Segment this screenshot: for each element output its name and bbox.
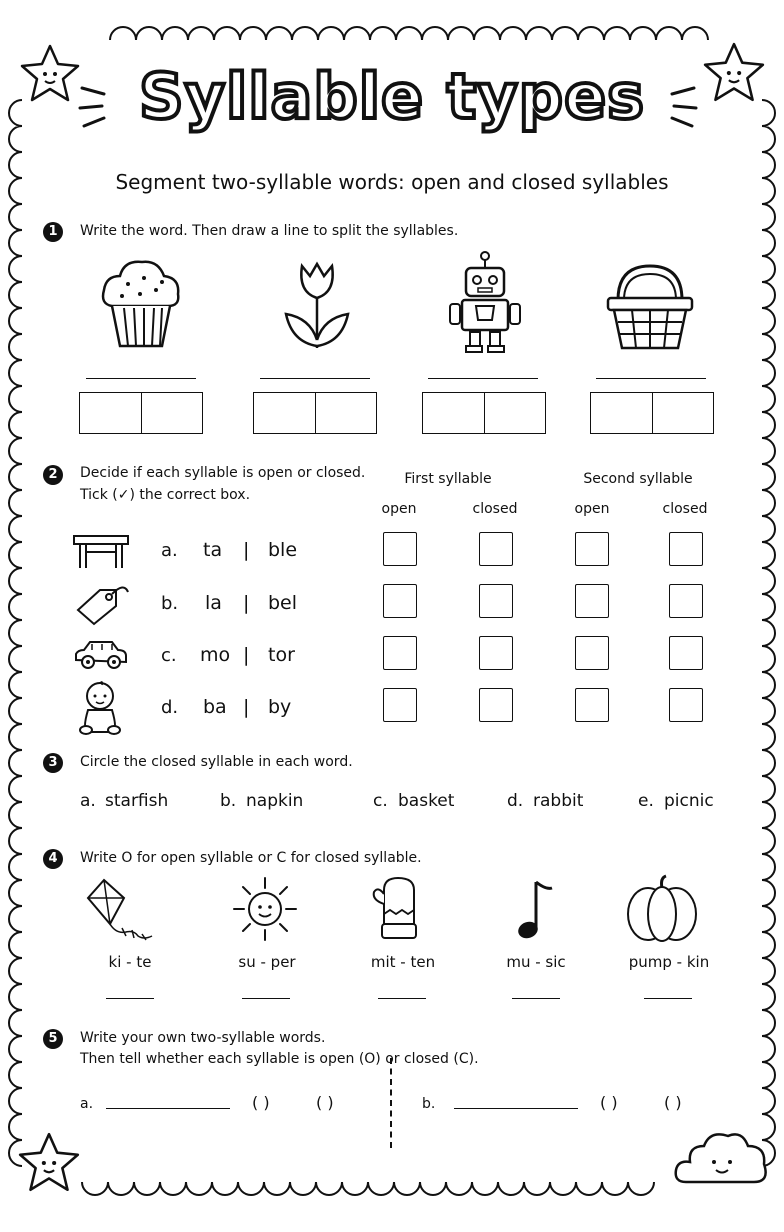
syllable-1: mo: [200, 644, 231, 666]
syllable-word: mu - sic: [506, 953, 566, 971]
answer-checkbox[interactable]: [383, 584, 417, 618]
answer-parens[interactable]: ( ): [600, 1093, 618, 1112]
syllable-word: pump - kin: [628, 953, 710, 971]
answer-line[interactable]: [454, 1108, 578, 1109]
answer-line[interactable]: [428, 378, 538, 379]
section5-instruction: Write your own two-syllable words.: [80, 1030, 326, 1046]
star-icon: [14, 1130, 84, 1196]
word-letter: c.: [373, 791, 388, 811]
kite-icon: [82, 876, 156, 946]
syllable-word: ki - te: [108, 953, 152, 971]
answer-checkbox[interactable]: [575, 636, 609, 670]
answer-line[interactable]: [378, 998, 426, 999]
car-icon: [72, 638, 130, 672]
syllable-1: ta: [203, 539, 223, 561]
answer-checkbox[interactable]: [669, 584, 703, 618]
closed-label: closed: [662, 501, 708, 517]
syllable-2: by: [268, 696, 292, 718]
open-label: open: [574, 501, 610, 517]
section-number: 5: [43, 1029, 63, 1049]
section-number: 4: [43, 849, 63, 869]
answer-checkbox[interactable]: [479, 688, 513, 722]
open-label: open: [381, 501, 417, 517]
section5-instruction: Then tell whether each syllable is open (O) or closed (C).: [80, 1051, 479, 1067]
second-syllable-header: Second syllable: [583, 471, 693, 487]
row-letter: d.: [161, 697, 179, 718]
item-letter: b.: [422, 1096, 436, 1112]
answer-checkbox[interactable]: [575, 584, 609, 618]
section4-instruction: Write O for open syllable or C for closed syllable.: [80, 850, 422, 866]
word-letter: a.: [80, 791, 96, 811]
section-number: 3: [43, 753, 63, 773]
word[interactable]: starfish: [105, 791, 169, 811]
answer-checkbox[interactable]: [669, 532, 703, 566]
syllable-separator: |: [243, 696, 250, 718]
answer-line[interactable]: [106, 1108, 230, 1109]
syllable-boxes[interactable]: [590, 392, 714, 434]
syllable-boxes[interactable]: [422, 392, 546, 434]
answer-checkbox[interactable]: [479, 636, 513, 670]
answer-line[interactable]: [512, 998, 560, 999]
answer-checkbox[interactable]: [479, 532, 513, 566]
page-title: Syllable types: [138, 60, 646, 133]
music-note-icon: [510, 876, 560, 946]
syllable-boxes[interactable]: [253, 392, 377, 434]
robot-icon: [448, 250, 522, 354]
row-letter: b.: [161, 593, 179, 614]
answer-checkbox[interactable]: [669, 636, 703, 670]
answer-parens[interactable]: ( ): [664, 1093, 682, 1112]
syllable-2: ble: [268, 539, 298, 561]
word-letter: e.: [638, 791, 654, 811]
answer-parens[interactable]: ( ): [316, 1093, 334, 1112]
answer-line[interactable]: [106, 998, 154, 999]
syllable-separator: |: [243, 592, 250, 614]
answer-line[interactable]: [242, 998, 290, 999]
word[interactable]: picnic: [664, 791, 714, 811]
tag-icon: [74, 584, 130, 626]
baby-icon: [78, 680, 122, 736]
sun-icon: [230, 874, 300, 944]
section2-instruction: Decide if each syllable is open or closed.: [80, 465, 366, 481]
answer-line[interactable]: [644, 998, 692, 999]
answer-checkbox[interactable]: [669, 688, 703, 722]
tulip-icon: [282, 256, 352, 352]
answer-checkbox[interactable]: [383, 688, 417, 722]
word-letter: d.: [507, 791, 524, 811]
syllable-word: mit - ten: [370, 953, 436, 971]
item-letter: a.: [80, 1096, 94, 1112]
syllable-1: la: [205, 592, 222, 614]
answer-line[interactable]: [86, 378, 196, 379]
answer-line[interactable]: [260, 378, 370, 379]
divider: [390, 1058, 392, 1148]
mitten-icon: [368, 874, 428, 944]
word[interactable]: basket: [398, 791, 455, 811]
row-letter: c.: [161, 645, 177, 666]
table-icon: [72, 532, 130, 570]
answer-checkbox[interactable]: [383, 636, 417, 670]
syllable-2: bel: [268, 592, 298, 614]
syllable-2: tor: [268, 644, 295, 666]
answer-line[interactable]: [596, 378, 706, 379]
section-number: 1: [43, 222, 63, 242]
section3-instruction: Circle the closed syllable in each word.: [80, 754, 353, 770]
answer-checkbox[interactable]: [479, 584, 513, 618]
answer-checkbox[interactable]: [575, 688, 609, 722]
cloud-icon: [672, 1122, 772, 1192]
word-letter: b.: [220, 791, 237, 811]
page-subtitle: Segment two-syllable words: open and closed syllables: [115, 170, 669, 194]
word[interactable]: napkin: [246, 791, 304, 811]
syllable-boxes[interactable]: [79, 392, 203, 434]
answer-checkbox[interactable]: [383, 532, 417, 566]
word[interactable]: rabbit: [533, 791, 584, 811]
basket-icon: [604, 260, 696, 352]
section2-instruction: Tick (✓) the correct box.: [80, 487, 251, 503]
syllable-word: su - per: [238, 953, 296, 971]
first-syllable-header: First syllable: [404, 471, 492, 487]
cupcake-icon: [98, 256, 184, 352]
section1-instruction: Write the word. Then draw a line to split the syllables.: [80, 223, 459, 239]
syllable-1: ba: [203, 696, 227, 718]
syllable-separator: |: [243, 539, 250, 561]
pumpkin-icon: [624, 874, 700, 944]
section-number: 2: [43, 465, 63, 485]
row-letter: a.: [161, 540, 178, 561]
syllable-separator: |: [243, 644, 250, 666]
answer-parens[interactable]: ( ): [252, 1093, 270, 1112]
closed-label: closed: [472, 501, 518, 517]
answer-checkbox[interactable]: [575, 532, 609, 566]
